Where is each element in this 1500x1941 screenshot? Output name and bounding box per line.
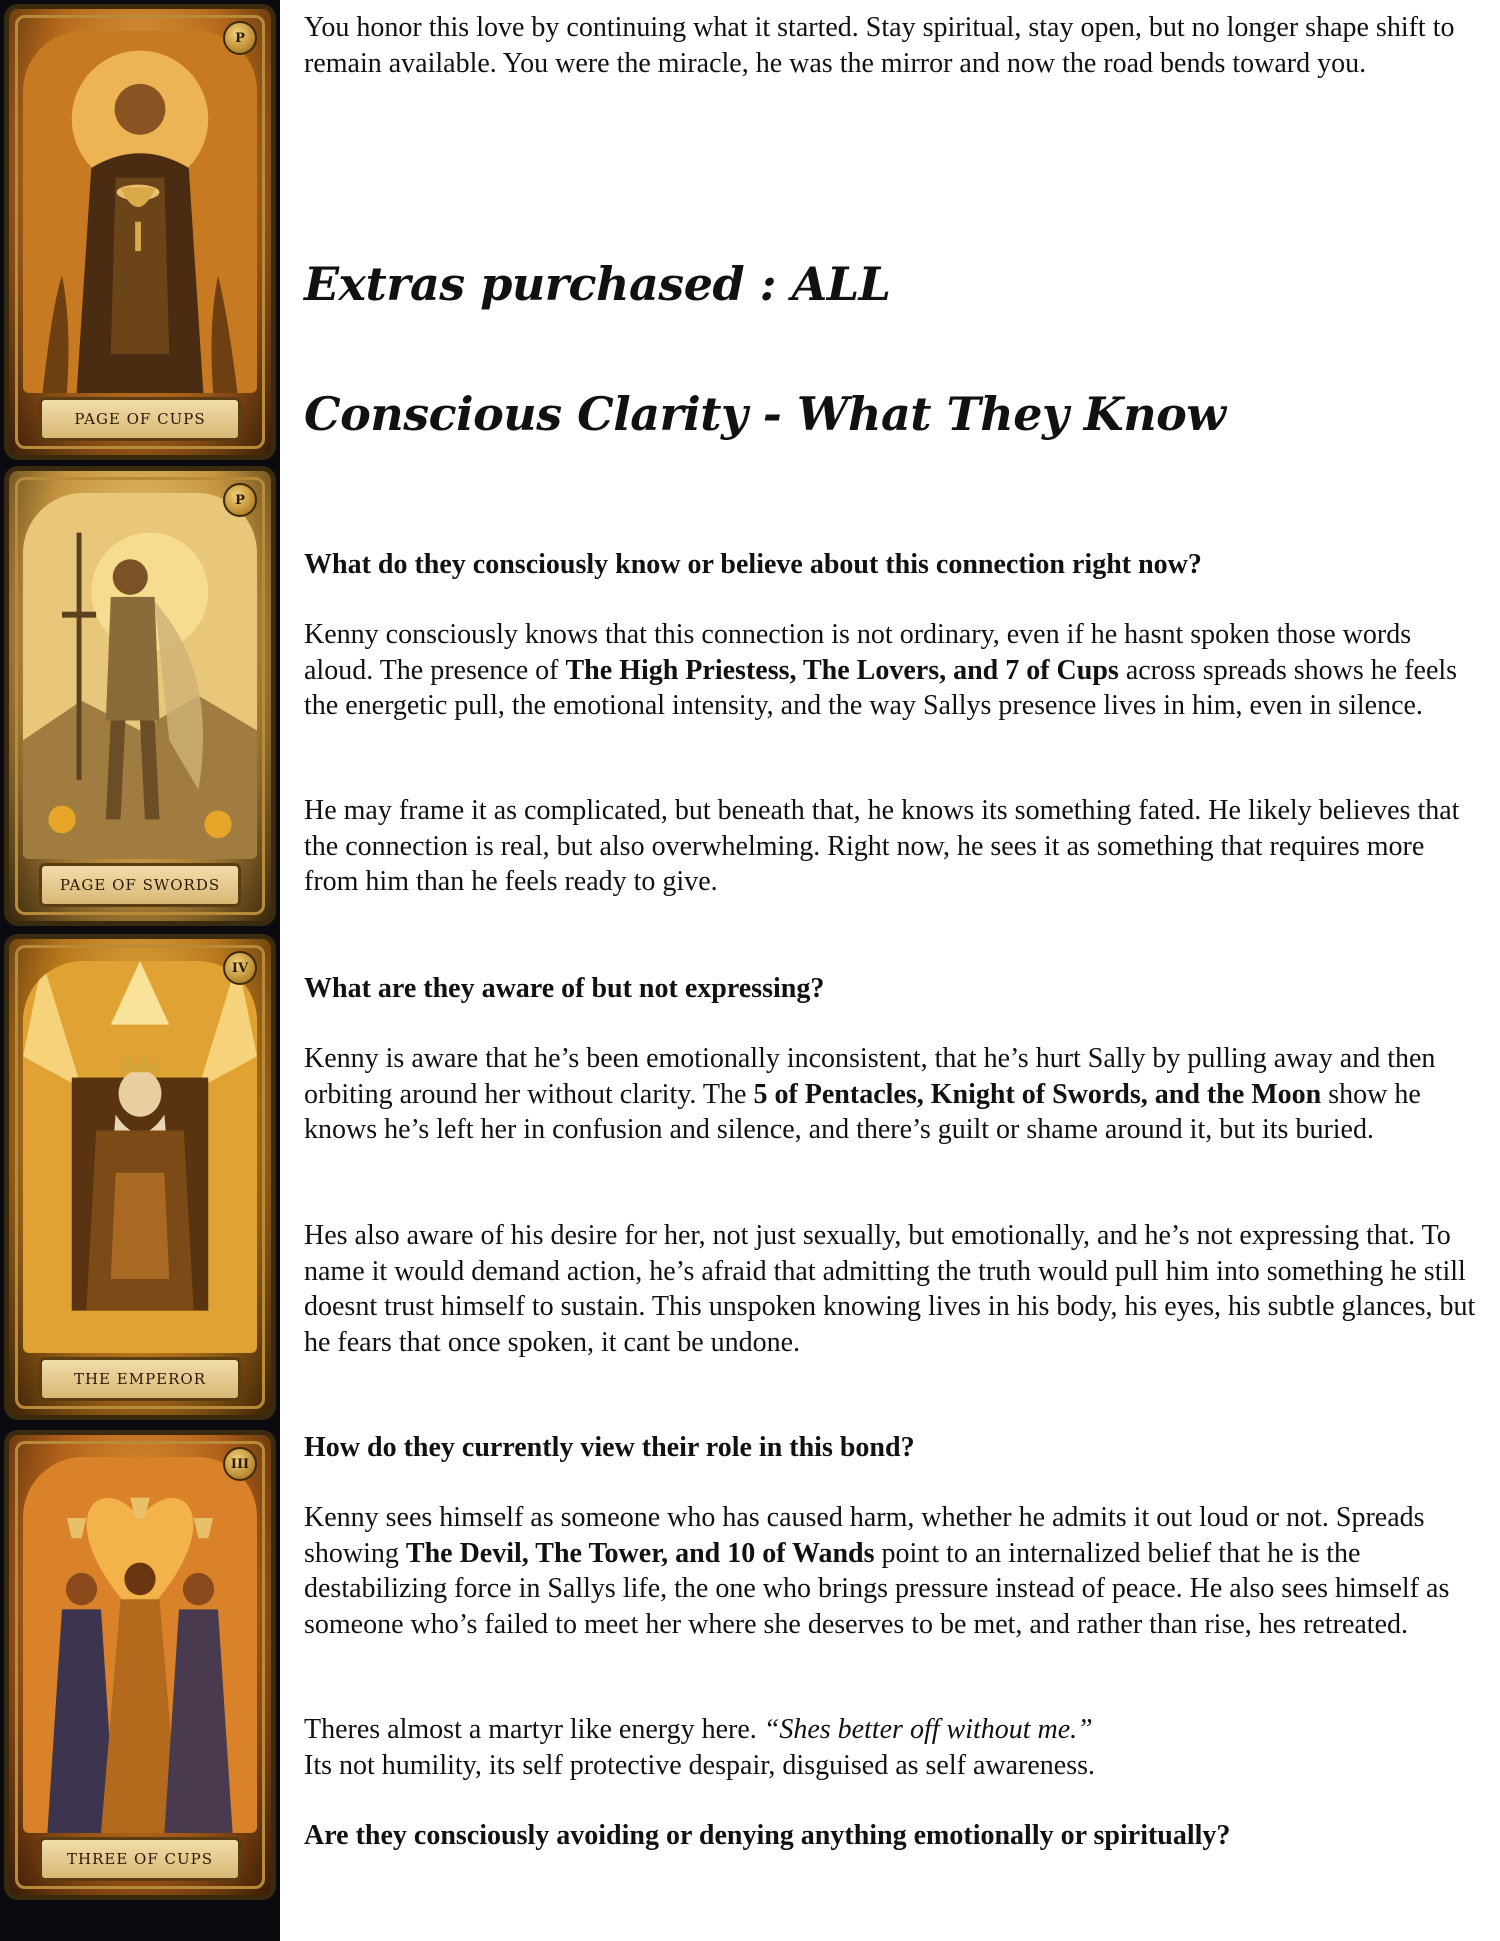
tarot-card-the-emperor bbox=[4, 934, 276, 1420]
card-number-badge: III bbox=[223, 1447, 257, 1481]
card-number-badge: P bbox=[223, 483, 257, 517]
card-illustration bbox=[23, 961, 257, 1353]
card-name-plate: THE EMPEROR bbox=[39, 1357, 241, 1401]
answer-paragraph-3b: Theres almost a martyr like energy here. “Shes better off without me.” Its not humility, its self protective despair, disguised as self awareness. bbox=[304, 1714, 1095, 1781]
card-number-badge: P bbox=[223, 21, 257, 55]
question-heading-1: What do they consciously know or believe about this connection right now? bbox=[304, 549, 1202, 580]
answer-paragraph-2b: Hes also aware of his desire for her, not just sexually, but emotionally, and he’s not expressing that. To name it would demand action, he’s afraid that admitting the truth would pull him into something he still doesnt trust himself to sustain. This unspoken knowing lives in his body, his eyes, his subtle glances, but he fears that once spoken, it cant be undone. bbox=[304, 1220, 1476, 1358]
card-name-plate: PAGE OF SWORDS bbox=[39, 863, 241, 907]
answer-paragraph-1a: Kenny consciously knows that this connection is not ordinary, even if he hasnt spoken those words aloud. The presence of The High Priestess, The Lovers, and 7 of Cups across spreads shows he feels the energetic pull, the emotional intensity, and the way Sallys presence lives in him, even in silence. bbox=[304, 619, 1458, 721]
card-name-plate: THREE OF CUPS bbox=[39, 1837, 241, 1881]
card-illustration bbox=[23, 31, 257, 393]
quote-text: “Shes better off without me.” bbox=[763, 1714, 1093, 1745]
question-heading-3: How do they currently view their role in this bond? bbox=[304, 1432, 915, 1463]
card-name-plate: PAGE OF CUPS bbox=[39, 397, 241, 441]
tarot-card-page-of-swords bbox=[4, 466, 276, 926]
answer-paragraph-1b: He may frame it as complicated, but beneath that, he knows its something fated. He likely believes that the connection is real, but also overwhelming. Right now, he sees it as something that requires more from him than he feels ready to give. bbox=[304, 795, 1460, 897]
card-illustration bbox=[23, 1457, 257, 1833]
extras-heading: Extras purchased : ALL bbox=[304, 257, 891, 311]
card-illustration bbox=[23, 493, 257, 859]
answer-paragraph-3a: Kenny sees himself as someone who has caused harm, whether he admits it out loud or not. Spreads showing The Devil, The Tower, and 10 of Wands point to an internalized belief that he is the destabilizing force in Sallys life, the one who brings pressure instead of peace. He also sees himself as someone who’s failed to meet her where she deserves to be met, and rather than rise, hes retreated. bbox=[304, 1502, 1450, 1640]
intro-paragraph: You honor this love by continuing what it started. Stay spiritual, stay open, but no longer shape shift to remain available. You were the miracle, he was the mirror and now the road bends toward you. bbox=[304, 12, 1455, 79]
tarot-card-three-of-cups bbox=[4, 1430, 276, 1900]
question-heading-4: Are they consciously avoiding or denying anything emotionally or spiritually? bbox=[304, 1820, 1231, 1851]
card-number-badge: IV bbox=[223, 951, 257, 985]
tarot-card-page-of-cups bbox=[4, 4, 276, 460]
tarot-card-column bbox=[0, 0, 280, 1941]
answer-paragraph-2a: Kenny is aware that he’s been emotionally inconsistent, that he’s hurt Sally by pulling away and then orbiting around her without clarity. The 5 of Pentacles, Knight of Swords, and the Moon show he knows he’s left her in confusion and silence, and there’s guilt or shame around it, but its buried. bbox=[304, 1043, 1436, 1145]
section-heading: Conscious Clarity - What They Know bbox=[304, 387, 1226, 441]
question-heading-2: What are they aware of but not expressing? bbox=[304, 973, 825, 1004]
